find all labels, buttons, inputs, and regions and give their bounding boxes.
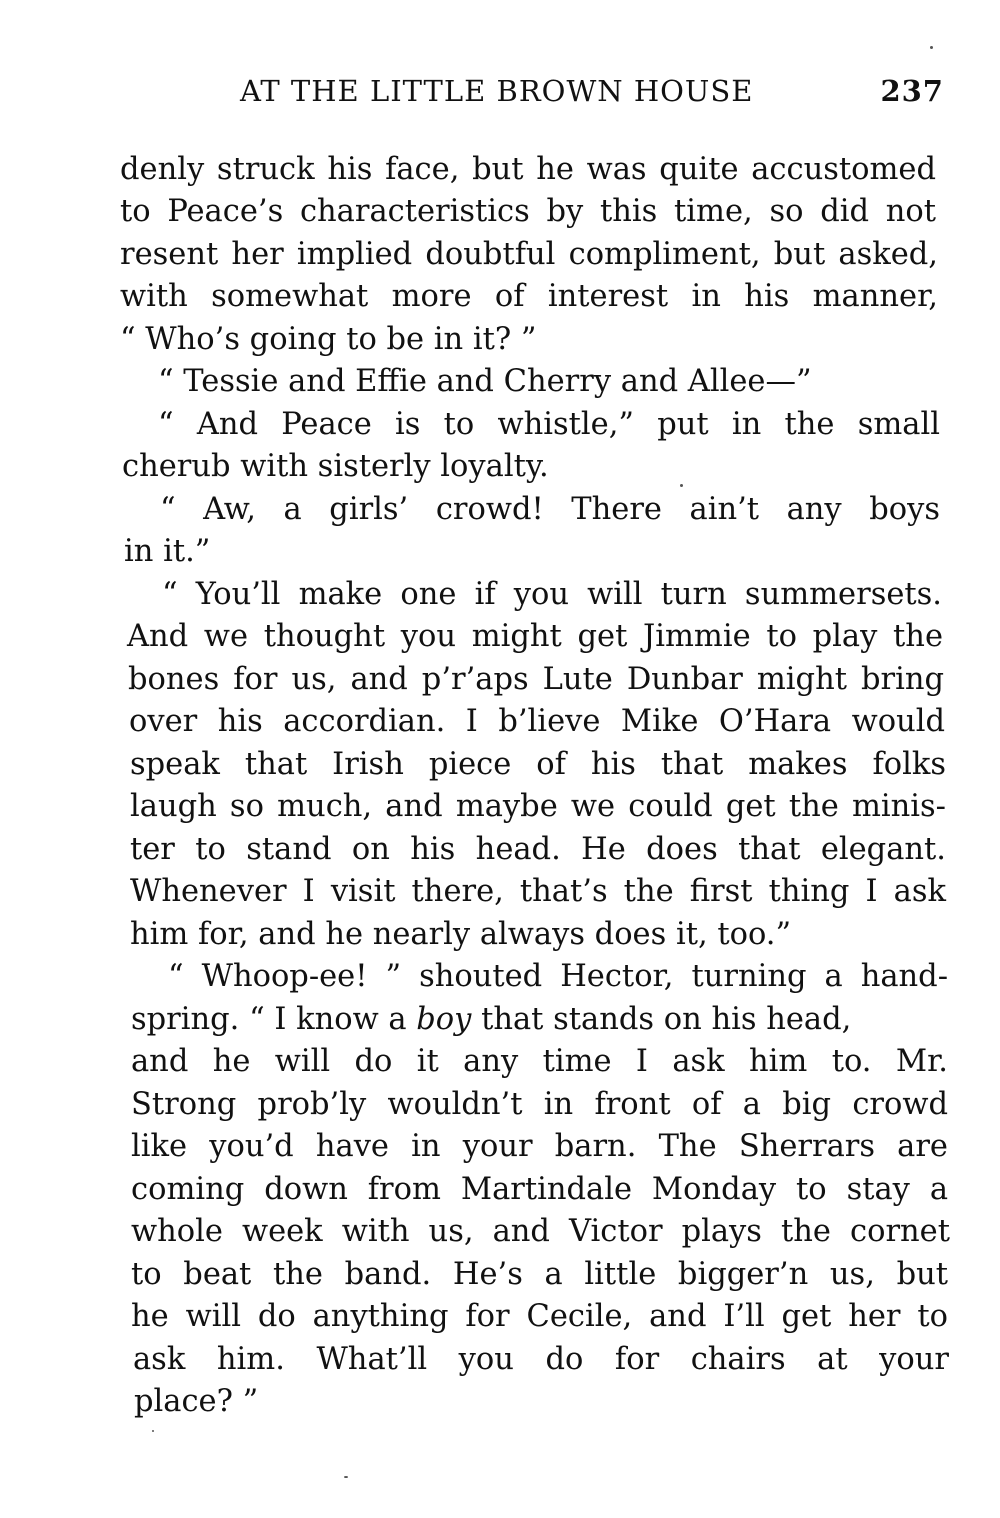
text-line: coming down from Martindale Monday to stay a — [131, 1172, 948, 1207]
paper-speck — [344, 1476, 348, 1478]
text-line: cherub with sisterly loyalty. — [122, 449, 549, 484]
text-line: “ You’ll make one if you will turn summersets. — [162, 577, 942, 612]
text-line: with somewhat more of interest in his manner, — [120, 279, 938, 314]
text-line: he will do anything for Cecile, and I’ll get her to — [131, 1299, 948, 1334]
text-line: “ Who’s going to be in it? ” — [120, 322, 537, 357]
text-line: resent her implied doubtful compliment, but asked, — [120, 237, 938, 272]
text-line: place? ” — [134, 1384, 259, 1419]
text-span: spring. “ I know a — [131, 1002, 417, 1037]
text-line: Strong prob’ly wouldn’t in front of a big crowd — [131, 1087, 948, 1122]
running-title: AT THE LITTLE BROWN HOUSE — [240, 74, 754, 108]
text-line: to Peace’s characteristics by this time, so did not — [120, 194, 936, 229]
text-line: “ And Peace is to whistle,” put in the small — [158, 407, 940, 442]
text-line: like you’d have in your barn. The Sherrars are — [131, 1129, 948, 1164]
text-line: over his accordian. I b’lieve Mike O’Hara would — [129, 704, 945, 739]
text-line: Whenever I visit there, that’s the first thing I ask — [130, 874, 946, 909]
text-line: And we thought you might get Jimmie to play the — [127, 619, 943, 654]
running-head — [240, 74, 950, 118]
text-line: ask him. What’ll you do for chairs at your — [133, 1342, 949, 1377]
emphasis-text: boy — [416, 1002, 472, 1037]
text-line: ter to stand on his head. He does that elegant. — [130, 832, 946, 867]
text-line: denly struck his face, but he was quite accustomed — [120, 152, 936, 187]
text-line: whole week with us, and Victor plays the cornet — [131, 1214, 950, 1249]
text-line: “ Tessie and Effie and Cherry and Allee—” — [158, 364, 812, 399]
text-line: laugh so much, and maybe we could get the minis- — [130, 789, 946, 824]
text-line: to beat the band. He’s a little bigger’n us, but — [131, 1257, 948, 1292]
text-line: and he will do it any time I ask him to. Mr. — [131, 1044, 948, 1079]
paper-speck — [680, 484, 683, 487]
text-line: him for, and he nearly always does it, too.” — [130, 917, 792, 952]
text-span: that stands on his head, — [471, 1002, 852, 1037]
paper-speck — [152, 1430, 154, 1432]
text-line: “ Aw, a girls’ crowd! There ain’t any boys — [160, 492, 940, 527]
text-line: “ Whoop-ee! ” shouted Hector, turning a hand- — [168, 959, 948, 994]
text-line: bones for us, and p’r’aps Lute Dunbar might bring — [128, 662, 944, 697]
page-number: 237 — [880, 74, 944, 108]
text-line: in it.” — [124, 534, 211, 569]
paper-speck — [930, 46, 933, 49]
text-line: speak that Irish piece of his that makes folks — [130, 747, 946, 782]
text-line-mixed — [131, 998, 948, 1042]
